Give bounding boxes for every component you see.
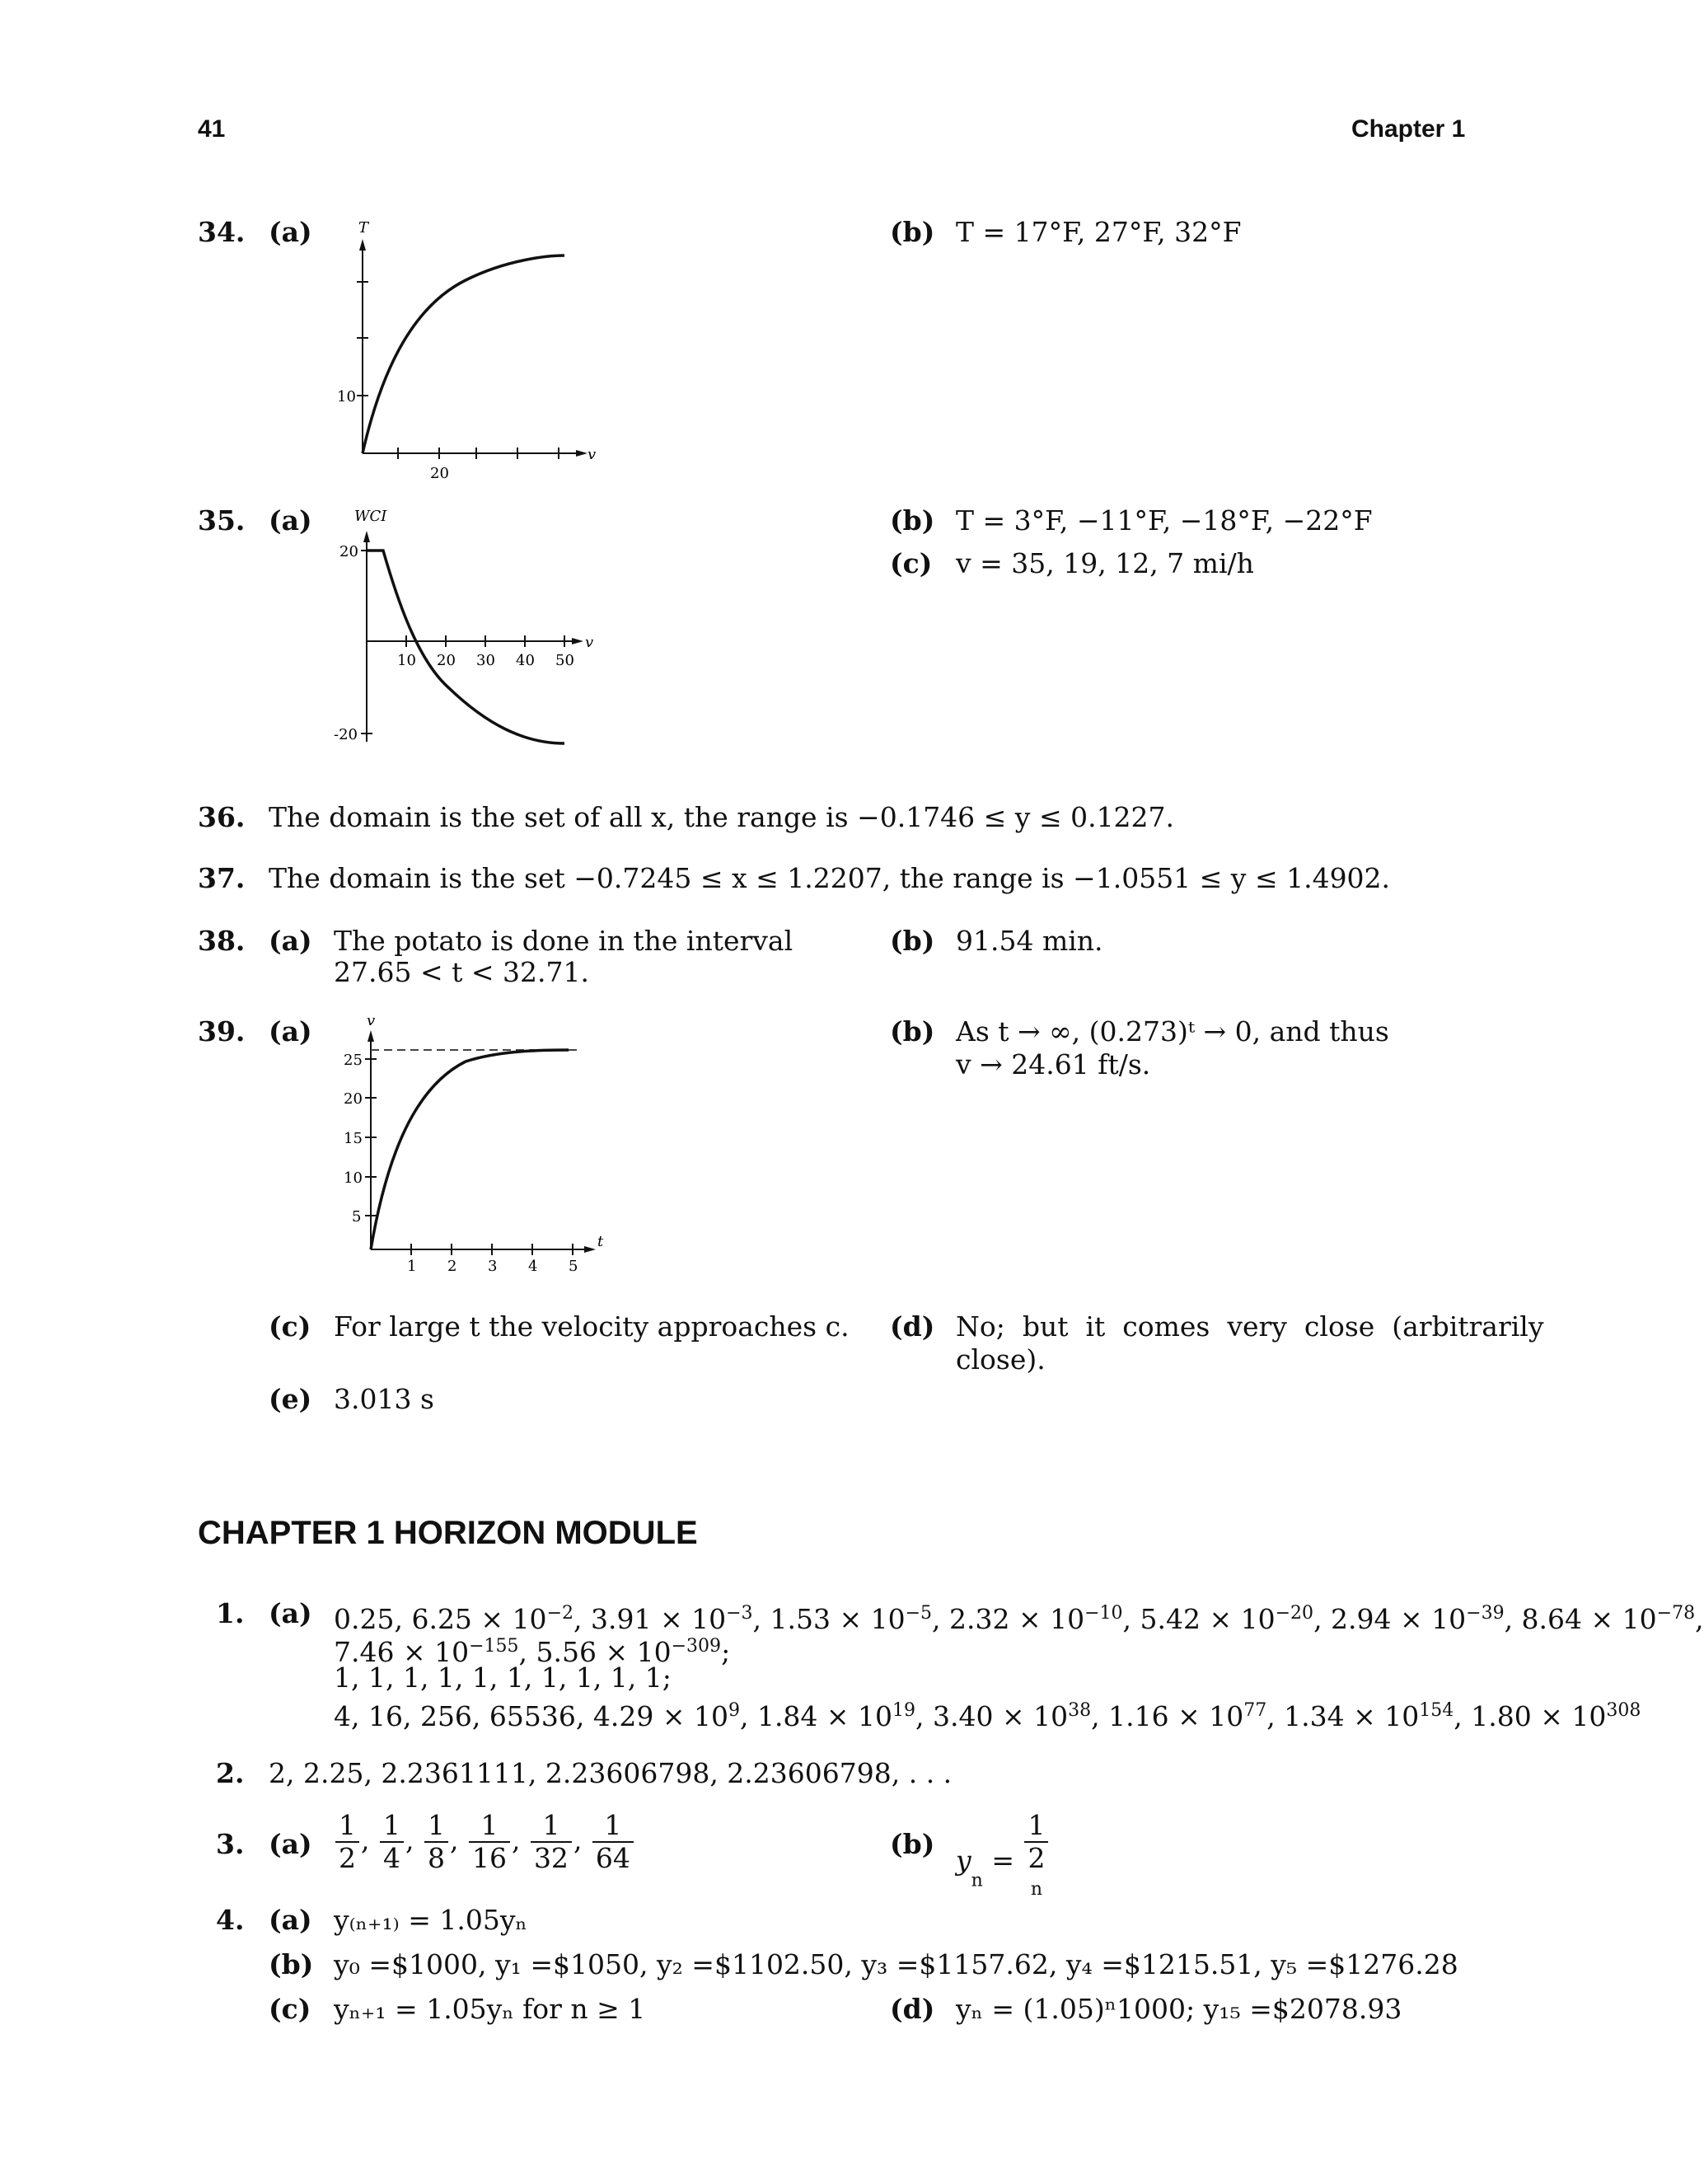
problem-39-e-answer: 3.013 s [334, 1383, 434, 1415]
horizon-problem-4-a-answer: y₍ₙ₊₁₎ = 1.05yₙ [334, 1904, 527, 1936]
problem-35-number: 35. [198, 504, 246, 537]
horizon-problem-4-c-answer: yₙ₊₁ = 1.05yₙ for n ≥ 1 [334, 1993, 646, 2025]
problem-39-part-c: (c) [269, 1310, 311, 1343]
problem-39-part-a: (a) [269, 1015, 312, 1047]
problem-39-part-b: (b) [890, 1015, 935, 1047]
fraction-1-32: $\frac{1}{32}$ [531, 1810, 572, 1874]
horizon-problem-1-line4: 4, 16, 256, 65536, $4.29 \times 10^9$, $1.84 \times 10^{19}$, $3.40 \times 10^{38}$, $1.16 \times 10^{77}$, $1.34 \times 10^{154}$, $1.80 \times 10^{308}$ [334, 1700, 1641, 1732]
horizon-problem-1-number: 1. [216, 1597, 245, 1629]
problem-35-x-tick-30: 30 [476, 652, 495, 669]
problem-39-y-tick-5: 5 [352, 1208, 362, 1226]
problem-38-part-b: (b) [890, 925, 935, 957]
horizon-problem-3-fractions: $\frac{1}{2}$ , $\frac{1}{4}$ , $\frac{1}{8}$ , $\frac{1}{16}$ , $\frac{1}{32}$ , $\frac{1}{64}$ [334, 1810, 635, 1874]
problem-35-x-tick-10: 10 [397, 652, 416, 669]
problem-35-part-a: (a) [269, 504, 312, 537]
problem-37-answer: The domain is the set −0.7245 ≤ x ≤ 1.2207, the range is −1.0551 ≤ y ≤ 1.4902. [269, 862, 1391, 894]
problem-35-part-c: (c) [890, 547, 933, 579]
problem-38-a-line1: The potato is done in the interval [334, 925, 793, 957]
problem-39-y-tick-10: 10 [344, 1169, 363, 1187]
problem-39-x-tick-5: 5 [569, 1258, 578, 1275]
problem-39-c-answer: For large t the velocity approaches c. [334, 1310, 850, 1343]
problem-35-x-tick-50: 50 [555, 652, 574, 669]
problem-35-b-answer: T = 3°F, −11°F, −18°F, −22°F [956, 504, 1373, 537]
problem-39-d-line2: close). [956, 1343, 1046, 1376]
fraction-1-16: $\frac{1}{16}$ [469, 1810, 510, 1874]
problem-39-y-tick-15: 15 [344, 1130, 363, 1147]
horizon-problem-3-number: 3. [216, 1828, 245, 1860]
problem-38-a-line2: 27.65 < t < 32.71. [334, 956, 589, 988]
problem-35-y-tick-20: 20 [339, 543, 358, 560]
horizon-problem-4-part-d: (d) [890, 1993, 935, 2025]
horizon-problem-4-number: 4. [216, 1904, 245, 1936]
horizon-problem-2-answer: 2, 2.25, 2.2361111, 2.23606798, 2.23606798, . . . [269, 1757, 953, 1789]
problem-39-b-line1: As t → ∞, (0.273)ᵗ → 0, and thus [956, 1015, 1389, 1047]
problem-39-b-line2: v → 24.61 ft/s. [956, 1048, 1151, 1080]
fraction-1-2: $\frac{1}{2}$ [335, 1810, 359, 1874]
horizon-problem-1-part-a: (a) [269, 1597, 312, 1629]
horizon-problem-2-number: 2. [216, 1757, 245, 1789]
horizon-problem-1-line2: $7.46 \times 10^{-155}$, $5.56 \times 10^{-309}$; [334, 1636, 731, 1668]
problem-35-y-axis-label: WCI [354, 508, 387, 525]
problem-34-y-tick: 10 [337, 388, 356, 405]
problem-39-x-tick-1: 1 [407, 1258, 417, 1275]
problem-39-part-d: (d) [890, 1310, 935, 1343]
problem-36-number: 36. [198, 801, 246, 833]
problem-35-c-answer: v = 35, 19, 12, 7 mi/h [956, 547, 1254, 579]
problem-38-b-answer: 91.54 min. [956, 925, 1103, 957]
problem-34-y-axis-label: T [358, 219, 369, 237]
horizon-problem-1-line3: 1, 1, 1, 1, 1, 1, 1, 1, 1, 1; [334, 1661, 672, 1694]
problem-38-number: 38. [198, 925, 246, 957]
horizon-problem-3-part-a: (a) [269, 1828, 312, 1860]
horizon-problem-4-part-a: (a) [269, 1904, 312, 1936]
problem-37-number: 37. [198, 862, 246, 894]
problem-39-y-tick-25: 25 [344, 1052, 363, 1069]
problem-34-part-b: (b) [890, 216, 935, 248]
problem-34-number: 34. [198, 216, 246, 248]
chapter-label: Chapter 1 [1351, 115, 1466, 143]
problem-39-x-tick-2: 2 [447, 1258, 457, 1275]
page-number: 41 [198, 115, 226, 143]
problem-35-x-tick-20: 20 [437, 652, 456, 669]
problem-34-graph [325, 214, 614, 482]
problem-39-x-tick-3: 3 [488, 1258, 498, 1275]
problem-39-number: 39. [198, 1015, 246, 1047]
problem-39-d-line1: No; but it comes very close (arbitrarily [956, 1310, 1544, 1343]
horizon-module-title: CHAPTER 1 HORIZON MODULE [198, 1515, 698, 1551]
horizon-problem-4-part-b: (b) [269, 1948, 314, 1980]
horizon-problem-3-b-formula: $y_n$ = 1 2 $^n$ [956, 1810, 1050, 1911]
horizon-problem-1-line1: 0.25, $6.25 \times 10^{-2}$, $3.91 \times 10^{-3}$, $1.53 \times 10^{-5}$, $2.32 \times 10^{-10}$, $5.42 \times 10^{-20}$, $2.94 \times 10^{-39}$, $8.64 \times 10^{-78}$, [334, 1603, 1704, 1635]
problem-35-y-tick-neg20: -20 [334, 726, 358, 743]
problem-34-x-tick: 20 [430, 465, 449, 482]
problem-34-x-axis-label: v [588, 446, 597, 463]
problem-38-part-a: (a) [269, 925, 312, 957]
problem-36-answer: The domain is the set of all x, the range is −0.1746 ≤ y ≤ 0.1227. [269, 801, 1175, 833]
problem-35-graph [325, 503, 597, 758]
problem-39-y-axis-label: v [367, 1012, 376, 1029]
problem-35-x-tick-40: 40 [516, 652, 535, 669]
problem-39-x-tick-4: 4 [528, 1258, 538, 1275]
problem-39-graph [325, 1012, 610, 1276]
problem-34-b-answer: T = 17°F, 27°F, 32°F [956, 216, 1242, 248]
horizon-problem-3-part-b: (b) [890, 1828, 935, 1860]
problem-35-x-axis-label: v [585, 634, 594, 651]
problem-39-y-tick-20: 20 [344, 1090, 363, 1108]
problem-35-part-b: (b) [890, 504, 935, 537]
fraction-1-8: $\frac{1}{8}$ [424, 1810, 448, 1874]
horizon-problem-4-part-c: (c) [269, 1993, 311, 2025]
horizon-problem-4-b-answer: y₀ =$1000, y₁ =$1050, y₂ =$1102.50, y₃ =$1157.62, y₄ =$1215.51, y₅ =$1276.28 [334, 1948, 1458, 1980]
problem-34-part-a: (a) [269, 216, 312, 248]
horizon-problem-4-d-answer: yₙ = (1.05)ⁿ1000; y₁₅ =$2078.93 [956, 1993, 1402, 2025]
problem-39-part-e: (e) [269, 1383, 312, 1415]
problem-39-x-axis-label: t [597, 1233, 604, 1250]
fraction-1-4: $\frac{1}{4}$ [380, 1810, 404, 1874]
fraction-1-64: $\frac{1}{64}$ [592, 1810, 634, 1874]
